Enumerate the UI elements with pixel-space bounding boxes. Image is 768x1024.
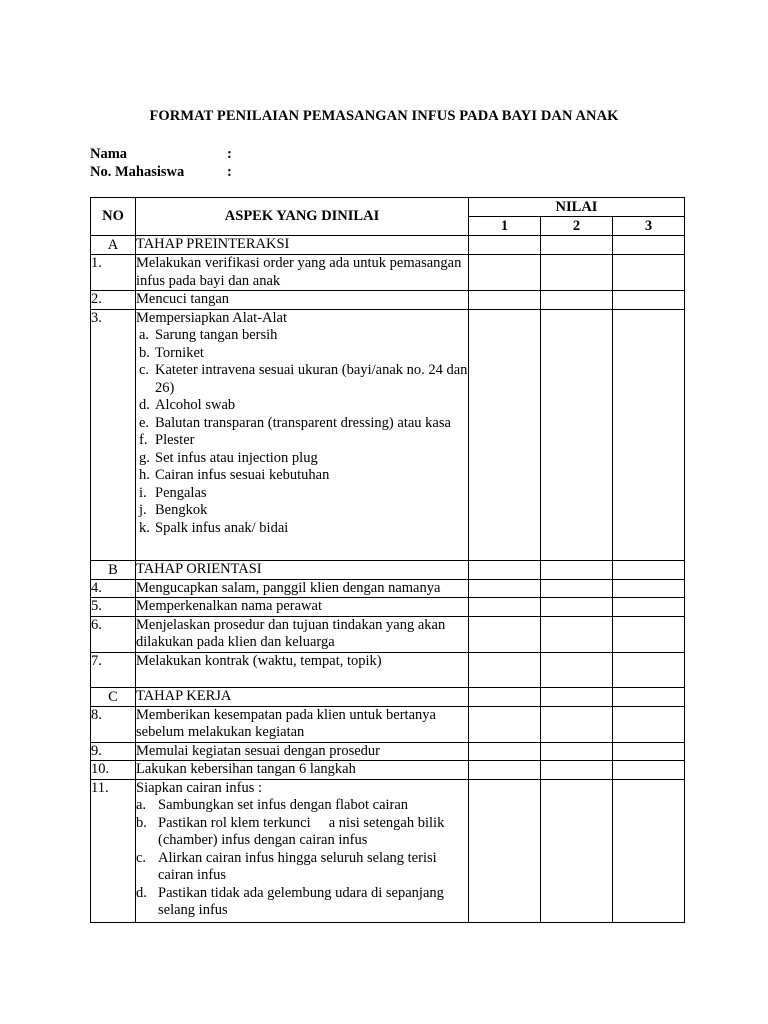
item-text: Mencuci tangan [136, 291, 469, 310]
list-item [136, 362, 468, 397]
list-item [136, 432, 468, 450]
header-score: 2 [541, 217, 613, 236]
list-item [136, 502, 468, 520]
list-marker: f. [139, 432, 148, 448]
item-number: 9. [91, 742, 136, 761]
score-cell[interactable] [469, 779, 541, 922]
score-cell[interactable] [541, 652, 613, 687]
score-cell[interactable] [469, 309, 541, 560]
table-row [91, 706, 685, 742]
score-cell[interactable] [469, 291, 541, 310]
list-marker: b. [136, 814, 147, 831]
item-number: 1. [91, 255, 136, 291]
list-item [136, 797, 468, 815]
list-marker: b. [139, 344, 150, 361]
list-item [136, 485, 468, 503]
list-marker: i. [139, 484, 147, 501]
score-cell[interactable] [469, 579, 541, 598]
item-content [136, 779, 469, 922]
table-row [91, 309, 685, 560]
item-text: Mengucapkan salam, panggil klien dengan namanya [136, 579, 469, 598]
item-number: 7. [91, 652, 136, 687]
item-number: 5. [91, 598, 136, 617]
score-cell[interactable] [469, 706, 541, 742]
item-number: 10. [91, 761, 136, 780]
score-cell[interactable] [541, 598, 613, 617]
section-title: TAHAP ORIENTASI [136, 560, 469, 579]
header-aspek: ASPEK YANG DINILAI [136, 198, 469, 236]
list-marker: c. [136, 849, 147, 866]
field-label: No. Mahasiswa [90, 164, 185, 180]
score-cell[interactable] [541, 291, 613, 310]
score-cell[interactable] [613, 706, 685, 742]
score-cell[interactable] [613, 579, 685, 598]
score-cell[interactable] [541, 687, 613, 706]
list-marker: c. [139, 362, 150, 378]
list-text: Spalk infus anak/ bidai [155, 519, 289, 536]
list-marker: e. [139, 414, 150, 431]
score-cell[interactable] [541, 309, 613, 560]
list-marker: k. [139, 519, 150, 536]
list-item [136, 467, 468, 485]
item-content [136, 309, 469, 560]
list-marker: g. [139, 449, 150, 466]
score-cell[interactable] [541, 616, 613, 652]
list-item [136, 327, 468, 345]
list-text: Sarung tangan bersih [155, 327, 278, 343]
item-number: 2. [91, 291, 136, 310]
field-label: Nama [90, 146, 128, 162]
section-letter: B [91, 560, 136, 579]
field-colon: : [227, 164, 232, 180]
header-score: 3 [613, 217, 685, 236]
list-item [136, 397, 468, 415]
list-text: Plester [155, 432, 195, 448]
table-row [91, 742, 685, 761]
score-cell[interactable] [541, 255, 613, 291]
score-cell[interactable] [469, 761, 541, 780]
field-nama [90, 146, 232, 163]
section-title: TAHAP KERJA [136, 687, 469, 706]
section-letter: C [91, 687, 136, 706]
item-number: 11. [91, 779, 136, 922]
item-text: Lakukan kebersihan tangan 6 langkah [136, 761, 469, 780]
list-text: Bengkok [155, 502, 208, 518]
header-score: 1 [469, 217, 541, 236]
table-row [91, 616, 685, 652]
score-cell[interactable] [613, 687, 685, 706]
score-cell[interactable] [469, 616, 541, 652]
list-text: Balutan transparan (transparent dressing) atau kasa [155, 414, 451, 431]
table-row [91, 255, 685, 291]
score-cell[interactable] [613, 309, 685, 560]
list-item [136, 850, 468, 885]
assessment-table [90, 197, 685, 923]
score-cell[interactable] [613, 652, 685, 687]
header-nilai: NILAI [469, 198, 685, 217]
table-row [91, 779, 685, 922]
list-item [136, 885, 468, 920]
table-row [91, 652, 685, 687]
list-item [136, 345, 468, 363]
item-text: Memulai kegiatan sesuai dengan prosedur [136, 742, 469, 761]
table-row [91, 598, 685, 617]
score-cell[interactable] [469, 652, 541, 687]
list-text: Sambungkan set infus dengan flabot cairan [158, 797, 409, 813]
list-item [136, 415, 468, 433]
item-text: Siapkan cairan infus : [136, 779, 263, 796]
list-text: Alirkan cairan infus hingga seluruh selang terisi cairan infus [158, 849, 437, 883]
item-number: 8. [91, 706, 136, 742]
section-row [91, 560, 685, 579]
list-text: Pastikan rol klem terkunci a nisi setengah bilik (chamber) infus dengan cairan infus [158, 814, 448, 848]
item-text: Melakukan kontrak (waktu, tempat, topik) [136, 652, 469, 687]
score-cell[interactable] [613, 742, 685, 761]
score-cell[interactable] [613, 236, 685, 255]
table-row [91, 579, 685, 598]
score-cell[interactable] [613, 560, 685, 579]
score-cell[interactable] [541, 579, 613, 598]
score-cell[interactable] [469, 560, 541, 579]
list-marker: a. [139, 327, 150, 343]
score-cell[interactable] [613, 255, 685, 291]
score-cell[interactable] [541, 236, 613, 255]
score-cell[interactable] [613, 779, 685, 922]
list-text: Kateter intravena sesuai ukuran (bayi/anak no. 24 dan 26) [155, 362, 468, 396]
section-title: TAHAP PREINTERAKSI [136, 236, 469, 255]
list-text: Set infus atau injection plug [155, 449, 318, 466]
item-text: Menjelaskan prosedur dan tujuan tindakan yang akan dilakukan pada klien dan keluarga [136, 616, 469, 652]
list-item [136, 815, 468, 850]
score-cell[interactable] [613, 291, 685, 310]
score-cell[interactable] [469, 236, 541, 255]
table-row [91, 291, 685, 310]
list-text: Pengalas [155, 484, 207, 501]
score-cell[interactable] [541, 742, 613, 761]
list-marker: a. [136, 797, 147, 813]
field-no-mahasiswa [90, 164, 232, 181]
item-text: Memberikan kesempatan pada klien untuk bertanya sebelum melakukan kegiatan [136, 706, 469, 742]
score-cell[interactable] [541, 779, 613, 922]
score-cell[interactable] [541, 761, 613, 780]
score-cell[interactable] [469, 598, 541, 617]
item-text: Memperkenalkan nama perawat [136, 598, 469, 617]
list-marker: d. [136, 884, 147, 901]
list-marker: j. [139, 502, 147, 518]
item-number: 3. [91, 309, 136, 560]
score-cell[interactable] [541, 560, 613, 579]
list-marker: h. [139, 467, 150, 483]
score-cell[interactable] [613, 616, 685, 652]
table-row [91, 761, 685, 780]
score-cell[interactable] [469, 687, 541, 706]
list-text: Pastikan tidak ada gelembung udara di sepanjang selang infus [158, 884, 444, 918]
section-row [91, 687, 685, 706]
list-item [136, 520, 468, 538]
list-text: Torniket [155, 344, 204, 361]
score-cell[interactable] [541, 706, 613, 742]
document-title: FORMAT PENILAIAN PEMASANGAN INFUS PADA BAYI DAN ANAK [149, 108, 619, 124]
header-row [91, 198, 685, 217]
score-cell[interactable] [613, 761, 685, 780]
field-colon: : [227, 146, 232, 162]
list-marker: d. [139, 397, 150, 413]
item-text: Mempersiapkan Alat-Alat [136, 309, 287, 326]
item-text: Melakukan verifikasi order yang ada untuk pemasangan infus pada bayi dan anak [136, 255, 469, 291]
item-number: 4. [91, 579, 136, 598]
section-row [91, 236, 685, 255]
score-cell[interactable] [613, 598, 685, 617]
item-number: 6. [91, 616, 136, 652]
list-item [136, 450, 468, 468]
score-cell[interactable] [469, 742, 541, 761]
header-no: NO [91, 198, 136, 236]
section-letter: A [91, 236, 136, 255]
score-cell[interactable] [469, 255, 541, 291]
list-text: Cairan infus sesuai kebutuhan [155, 467, 330, 483]
list-text: Alcohol swab [155, 397, 236, 413]
